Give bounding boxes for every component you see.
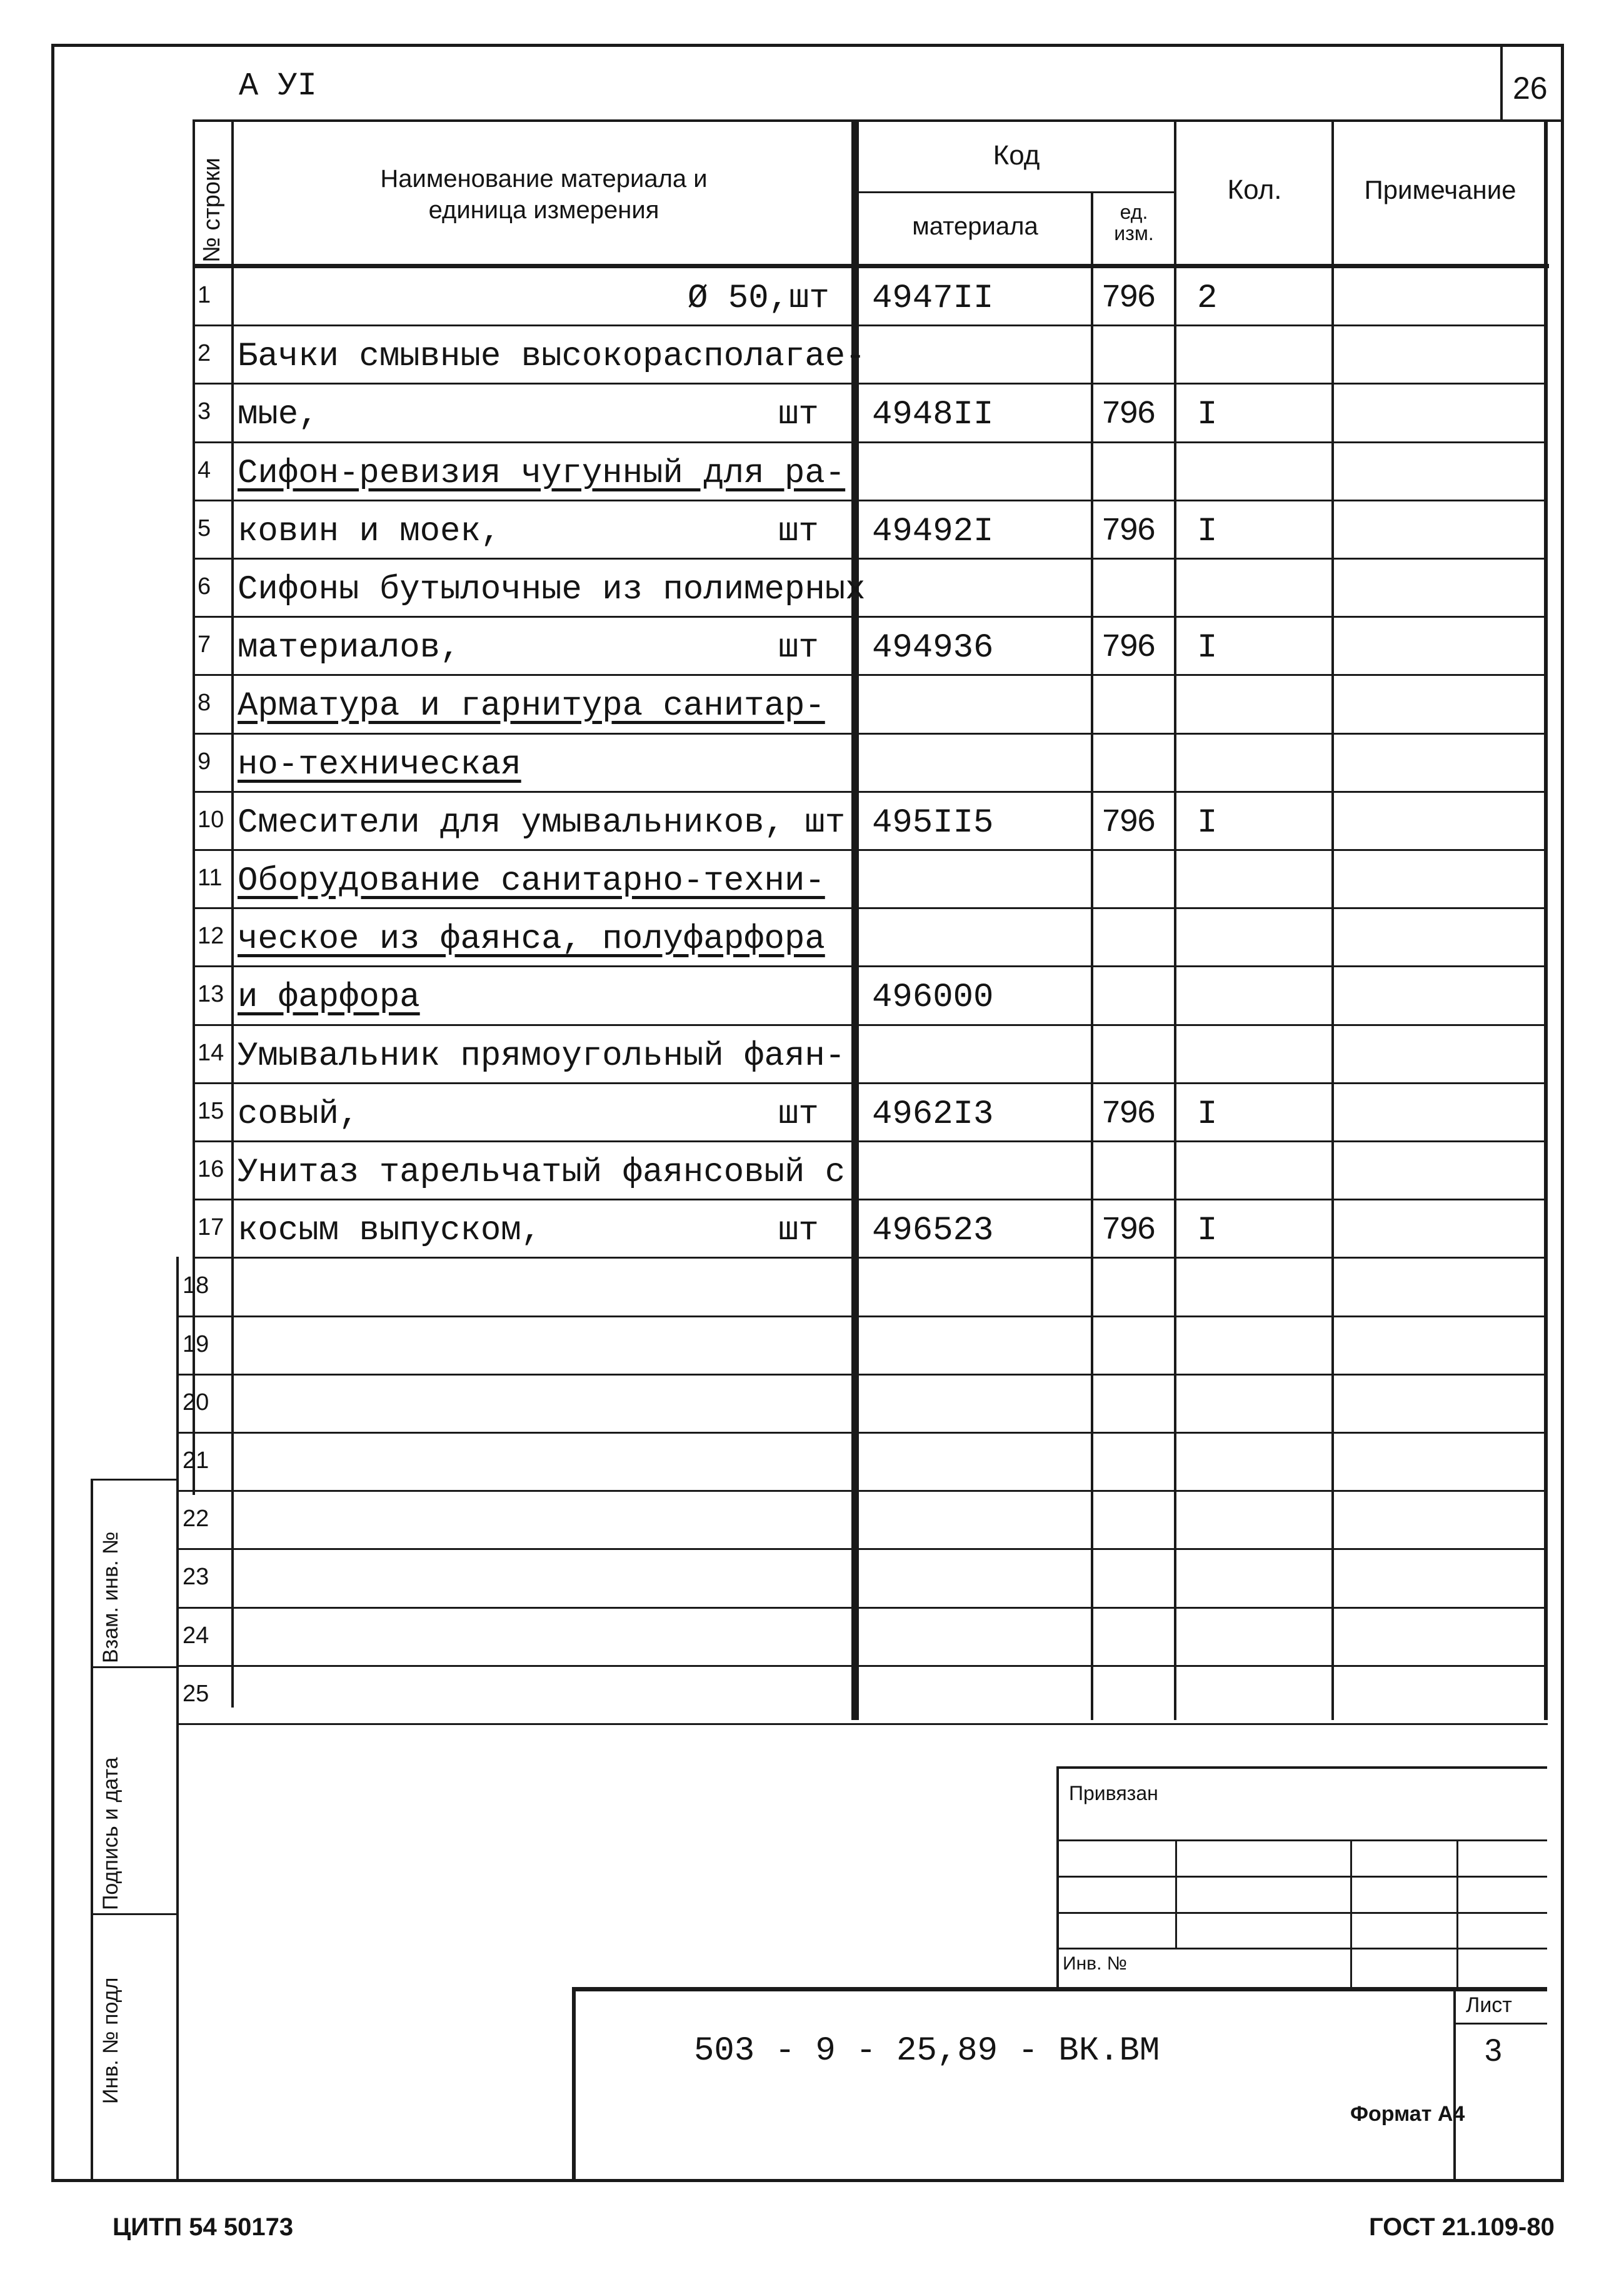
row-number: 11 <box>198 865 223 891</box>
section-label: А УI <box>239 68 317 104</box>
row-divider <box>195 1082 1548 1084</box>
vline-unit-right <box>1174 119 1176 1720</box>
row-code: 496000 <box>872 978 994 1017</box>
col-note-header: Примечание <box>1364 175 1516 204</box>
tb-privyazan-left <box>1056 1766 1059 1991</box>
row-divider <box>176 1607 1548 1609</box>
row-name: ковин и моек, <box>238 513 501 551</box>
row-divider <box>176 1548 1548 1550</box>
row-number: 5 <box>198 515 211 541</box>
tb-grid-v2 <box>1350 1839 1352 1990</box>
row-number: 15 <box>198 1098 224 1124</box>
row-divider <box>176 1374 1548 1376</box>
row-number: 8 <box>198 690 211 716</box>
row-meas: 796 <box>1101 513 1155 550</box>
tb-main-left <box>572 1987 576 2181</box>
row-number: 1 <box>198 282 211 308</box>
row-divider <box>195 791 1548 793</box>
row-meas: 796 <box>1101 1095 1155 1132</box>
row-number: 17 <box>198 1214 224 1240</box>
binding-h2 <box>91 1666 178 1668</box>
row-name: Ø 50,шт <box>688 279 830 318</box>
vline-note-right <box>1544 119 1548 1720</box>
row-divider <box>195 674 1548 676</box>
row-divider <box>195 907 1548 909</box>
col-unit-header-line2: изм. <box>1114 222 1154 244</box>
row-divider <box>195 1257 1548 1259</box>
row-code: 496523 <box>872 1212 994 1250</box>
row-qty: I <box>1197 396 1218 434</box>
col-qty-header: Кол. <box>1227 174 1282 205</box>
row-divider <box>195 1024 1548 1026</box>
row-number: 13 <box>198 981 224 1007</box>
row-name: материалов, <box>238 629 461 667</box>
row-unit: шт <box>778 396 819 434</box>
row-unit: шт <box>778 1212 819 1250</box>
row-name: Смесители для умывальников, шт <box>238 804 846 842</box>
vline-binding-inner <box>176 1257 179 2179</box>
row-qty: I <box>1197 629 1218 667</box>
row-number: 20 <box>183 1389 209 1416</box>
footer-left-code: ЦИТП 54 50173 <box>113 2213 294 2241</box>
row-meas: 796 <box>1101 396 1155 433</box>
row-meas: 796 <box>1101 629 1155 666</box>
sheet-corner-number: 26 <box>1513 71 1548 106</box>
row-divider <box>195 558 1548 560</box>
row-qty: 2 <box>1197 279 1218 318</box>
row-number: 6 <box>198 573 211 600</box>
tb-list-label: Лист <box>1466 1993 1512 2017</box>
tb-grid-v3 <box>1456 1839 1458 1990</box>
row-divider <box>195 1199 1548 1200</box>
footer-right-code: ГОСТ 21.109-80 <box>1369 2213 1555 2241</box>
tb-grid-v1 <box>1175 1839 1177 1949</box>
row-divider <box>195 965 1548 967</box>
row-name: совый, <box>238 1095 359 1134</box>
tb-list-divider <box>1453 2023 1547 2025</box>
row-divider <box>176 1432 1548 1434</box>
tb-main-top <box>572 1987 1547 1991</box>
row-name: мые, <box>238 396 319 434</box>
stamp-inv-podl-label: Инв. № подл <box>99 1977 123 2104</box>
col-name-header-line1: Наименование материала и <box>380 165 708 193</box>
row-name: и фарфора <box>238 978 420 1017</box>
col-name-header-line2: единица измерения <box>428 196 659 224</box>
row-meas: 796 <box>1101 804 1155 841</box>
frame-top <box>51 44 1564 47</box>
vline-qty-right <box>1331 119 1334 1720</box>
row-divider <box>176 1316 1548 1317</box>
col-unit-header-line1: ед. <box>1120 201 1148 223</box>
row-name: косым выпуском, <box>238 1212 542 1250</box>
row-name: Арматура и гарнитура санитар- <box>238 687 825 725</box>
row-number: 10 <box>198 807 224 833</box>
row-qty: I <box>1197 804 1218 842</box>
row-name: но-техническая <box>238 746 521 784</box>
table-top <box>193 119 1549 122</box>
row-number: 23 <box>183 1564 209 1590</box>
col-rownum-header: № строки <box>199 158 225 263</box>
row-divider <box>176 1490 1548 1492</box>
vline-binding-mid <box>91 1479 93 2179</box>
row-name: Сифон-ревизия чугунный для ра- <box>238 455 846 493</box>
row-qty: I <box>1197 513 1218 551</box>
row-unit: шт <box>778 629 819 667</box>
frame-bottom <box>51 2179 1564 2182</box>
row-name: Умывальник прямоугольный фаян- <box>238 1037 846 1075</box>
row-divider <box>176 1665 1548 1667</box>
tb-designation: 503 - 9 - 25,89 - ВК.ВМ <box>694 2032 1160 2070</box>
row-divider <box>195 441 1548 443</box>
tb-list-left <box>1453 1987 1456 2181</box>
tb-privyazan-top <box>1056 1766 1547 1769</box>
frame-left <box>51 44 54 2182</box>
row-number: 18 <box>183 1272 209 1299</box>
row-name: Бачки смывные высокорасполагае- <box>238 338 866 376</box>
tb-grid-h2 <box>1056 1876 1547 1878</box>
tb-inv-no-label: Инв. № <box>1063 1953 1127 1974</box>
row-meas: 796 <box>1101 1212 1155 1249</box>
frame-right <box>1561 44 1564 2182</box>
row-number: 9 <box>198 748 211 775</box>
row-divider <box>195 1140 1548 1142</box>
vline-rownum-right <box>231 119 234 1708</box>
tb-privyazan-label: Привязан <box>1069 1782 1158 1804</box>
row-divider <box>176 1723 1548 1725</box>
row-number: 14 <box>198 1040 224 1066</box>
row-name: Оборудование санитарно-техни- <box>238 862 825 900</box>
row-code: 4948II <box>872 396 994 434</box>
row-code: 4962I3 <box>872 1095 994 1134</box>
row-unit: шт <box>778 513 819 551</box>
tb-grid-h3 <box>1056 1912 1547 1914</box>
row-number: 12 <box>198 923 224 949</box>
row-number: 4 <box>198 457 211 483</box>
row-qty: I <box>1197 1095 1218 1134</box>
binding-h3 <box>91 1913 178 1915</box>
row-number: 2 <box>198 340 211 366</box>
corner-box-left <box>1500 44 1503 122</box>
row-unit: шт <box>778 1095 819 1134</box>
table-header-bottom <box>193 264 1549 268</box>
row-qty: I <box>1197 1212 1218 1250</box>
binding-h1 <box>91 1479 178 1481</box>
row-name: Унитаз тарельчатый фаянсовый с <box>238 1154 846 1192</box>
tb-grid-h4 <box>1056 1948 1547 1949</box>
row-number: 21 <box>183 1447 209 1474</box>
row-divider <box>195 324 1548 326</box>
row-code: 494936 <box>872 629 994 667</box>
tb-list-number: 3 <box>1485 2033 1502 2068</box>
row-divider <box>195 733 1548 735</box>
row-divider <box>195 616 1548 618</box>
row-divider <box>195 500 1548 501</box>
row-code: 49492I <box>872 513 994 551</box>
tb-grid-h1 <box>1056 1839 1547 1841</box>
row-name: Сифоны бутылочные из полимерных <box>238 571 866 609</box>
row-name: ческое из фаянса, полуфарфора <box>238 920 825 958</box>
row-code: 4947II <box>872 279 994 318</box>
row-number: 25 <box>183 1681 209 1707</box>
row-number: 7 <box>198 631 211 658</box>
col-material-header: материала <box>912 213 1038 240</box>
row-number: 19 <box>183 1331 209 1357</box>
stamp-podpis-label: Подпись и дата <box>99 1757 123 1910</box>
row-number: 22 <box>183 1506 209 1532</box>
row-number: 16 <box>198 1156 224 1182</box>
row-divider <box>195 383 1548 385</box>
row-number: 3 <box>198 398 211 425</box>
row-code: 495II5 <box>872 804 994 842</box>
row-meas: 796 <box>1101 279 1155 316</box>
col-code-header: Код <box>993 140 1040 171</box>
row-divider <box>195 849 1548 851</box>
row-number: 24 <box>183 1622 209 1649</box>
footer-format: Формат А4 <box>1350 2102 1465 2126</box>
stamp-vzam-label: Взам. инв. № <box>99 1531 123 1663</box>
code-sub-divider <box>856 191 1176 193</box>
